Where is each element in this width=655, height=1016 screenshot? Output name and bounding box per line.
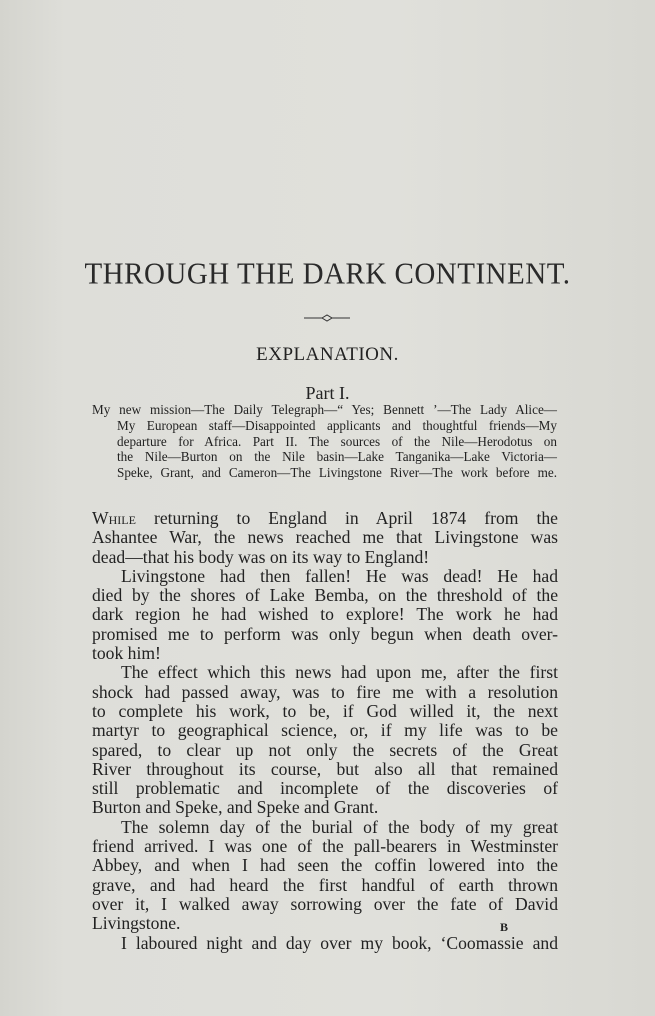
summary-line: My European staff—Disappointed applicants and thoughtful friends—My xyxy=(117,417,557,433)
ornament-divider xyxy=(302,313,352,323)
chapter-summary xyxy=(92,402,557,481)
body-line: died by the shores of Lake Bemba, on the threshold of the xyxy=(92,585,558,606)
body-line: dead—that his body was on its way to England! xyxy=(92,546,430,567)
body-line: spared, to clear up not only the secrets of the Great xyxy=(92,739,558,760)
body-line xyxy=(92,509,558,528)
body-line: still problematic and incomplete of the discoveries of xyxy=(92,778,558,799)
body-line: The solemn day of the burial of the body of my great xyxy=(121,816,558,837)
section-heading: EXPLANATION. xyxy=(256,344,399,365)
body-line: River throughout its course, but also all that remained xyxy=(92,758,558,779)
body-line: martyr to geographical science, or, if my life was to be xyxy=(92,720,558,741)
body-line: took him! xyxy=(92,643,161,664)
drop-word: While xyxy=(92,508,136,528)
summary-line: Speke, Grant, and Cameron—The Livingstone River—The work before me. xyxy=(117,465,557,481)
body-line: shock had passed away, was to fire me with a resolution xyxy=(92,681,558,702)
body-line: Ashantee War, the news reached me that Livingstone was xyxy=(92,527,558,548)
body-line: Livingstone. xyxy=(92,913,181,934)
body-line: Livingstone had then fallen! He was dead! He had xyxy=(121,565,558,586)
body-line: I laboured night and day over my book, ‘Coomassie and xyxy=(121,932,558,953)
body-line: friend arrived. I was one of the pall-bearers in Westminster xyxy=(92,836,558,857)
summary-line: departure for Africa. Part II. The sources of the Nile—Herodotus on xyxy=(117,433,557,449)
body-line: to complete his work, to be, if God willed it, the next xyxy=(92,700,558,721)
body-line: dark region he had wished to explore! The work he had xyxy=(92,604,558,625)
book-title: THROUGH THE DARK CONTINENT. xyxy=(84,257,571,291)
body-line: Burton and Speke, and Speke and Grant. xyxy=(92,797,379,818)
body-line: Abbey, and when I had seen the coffin lowered into the xyxy=(92,855,558,876)
summary-line: the Nile—Burton on the Nile basin—Lake Tanganika—Lake Victoria— xyxy=(117,449,557,465)
summary-line: My new mission—The Daily Telegraph—“ Yes; Bennett ’—The Lady Alice— xyxy=(92,402,557,417)
body-line: grave, and had heard the first handful of earth thrown xyxy=(92,874,558,895)
part-heading: Part I. xyxy=(305,383,350,403)
body-line: promised me to perform was only begun when death over- xyxy=(92,623,558,644)
body-text xyxy=(92,509,558,953)
body-line: The effect which this news had upon me, after the first xyxy=(121,662,558,683)
body-line-text: returning to England in April 1874 from the xyxy=(135,508,558,528)
body-line: over it, I walked away sorrowing over the fate of David xyxy=(92,893,558,914)
signature-mark: B xyxy=(500,920,509,934)
